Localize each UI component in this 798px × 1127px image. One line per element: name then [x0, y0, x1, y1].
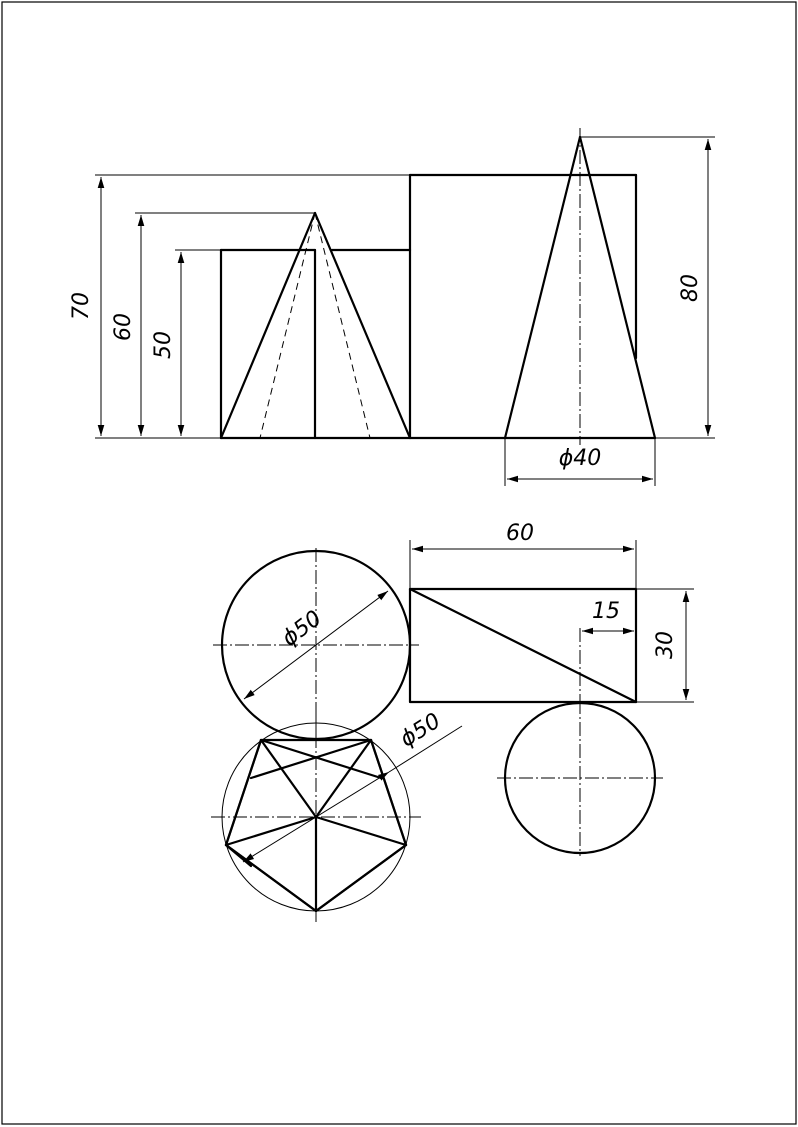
front-view [69, 128, 715, 486]
dim-dia40-label: ϕ40 [558, 446, 602, 471]
dim-70-label: 70 [69, 292, 94, 320]
dim-60-width-label: 60 [506, 521, 534, 546]
dim-30-label: 30 [653, 631, 678, 659]
block-top [410, 521, 694, 702]
block-front [410, 175, 636, 358]
dim-dia50-pentagon-label: ϕ50 [395, 708, 446, 753]
sheet-frame [2, 2, 796, 1124]
dim-60-label: 60 [111, 313, 136, 341]
dim-50-label: 50 [151, 331, 176, 359]
dim-15-label: 15 [592, 599, 620, 624]
cone-top [497, 700, 663, 856]
prism-front [221, 250, 410, 438]
dim-80-label: 80 [678, 274, 703, 302]
pyramid-top [211, 709, 462, 922]
top-view [211, 521, 694, 922]
dim-dia50-circle-label: ϕ50 [277, 606, 327, 652]
